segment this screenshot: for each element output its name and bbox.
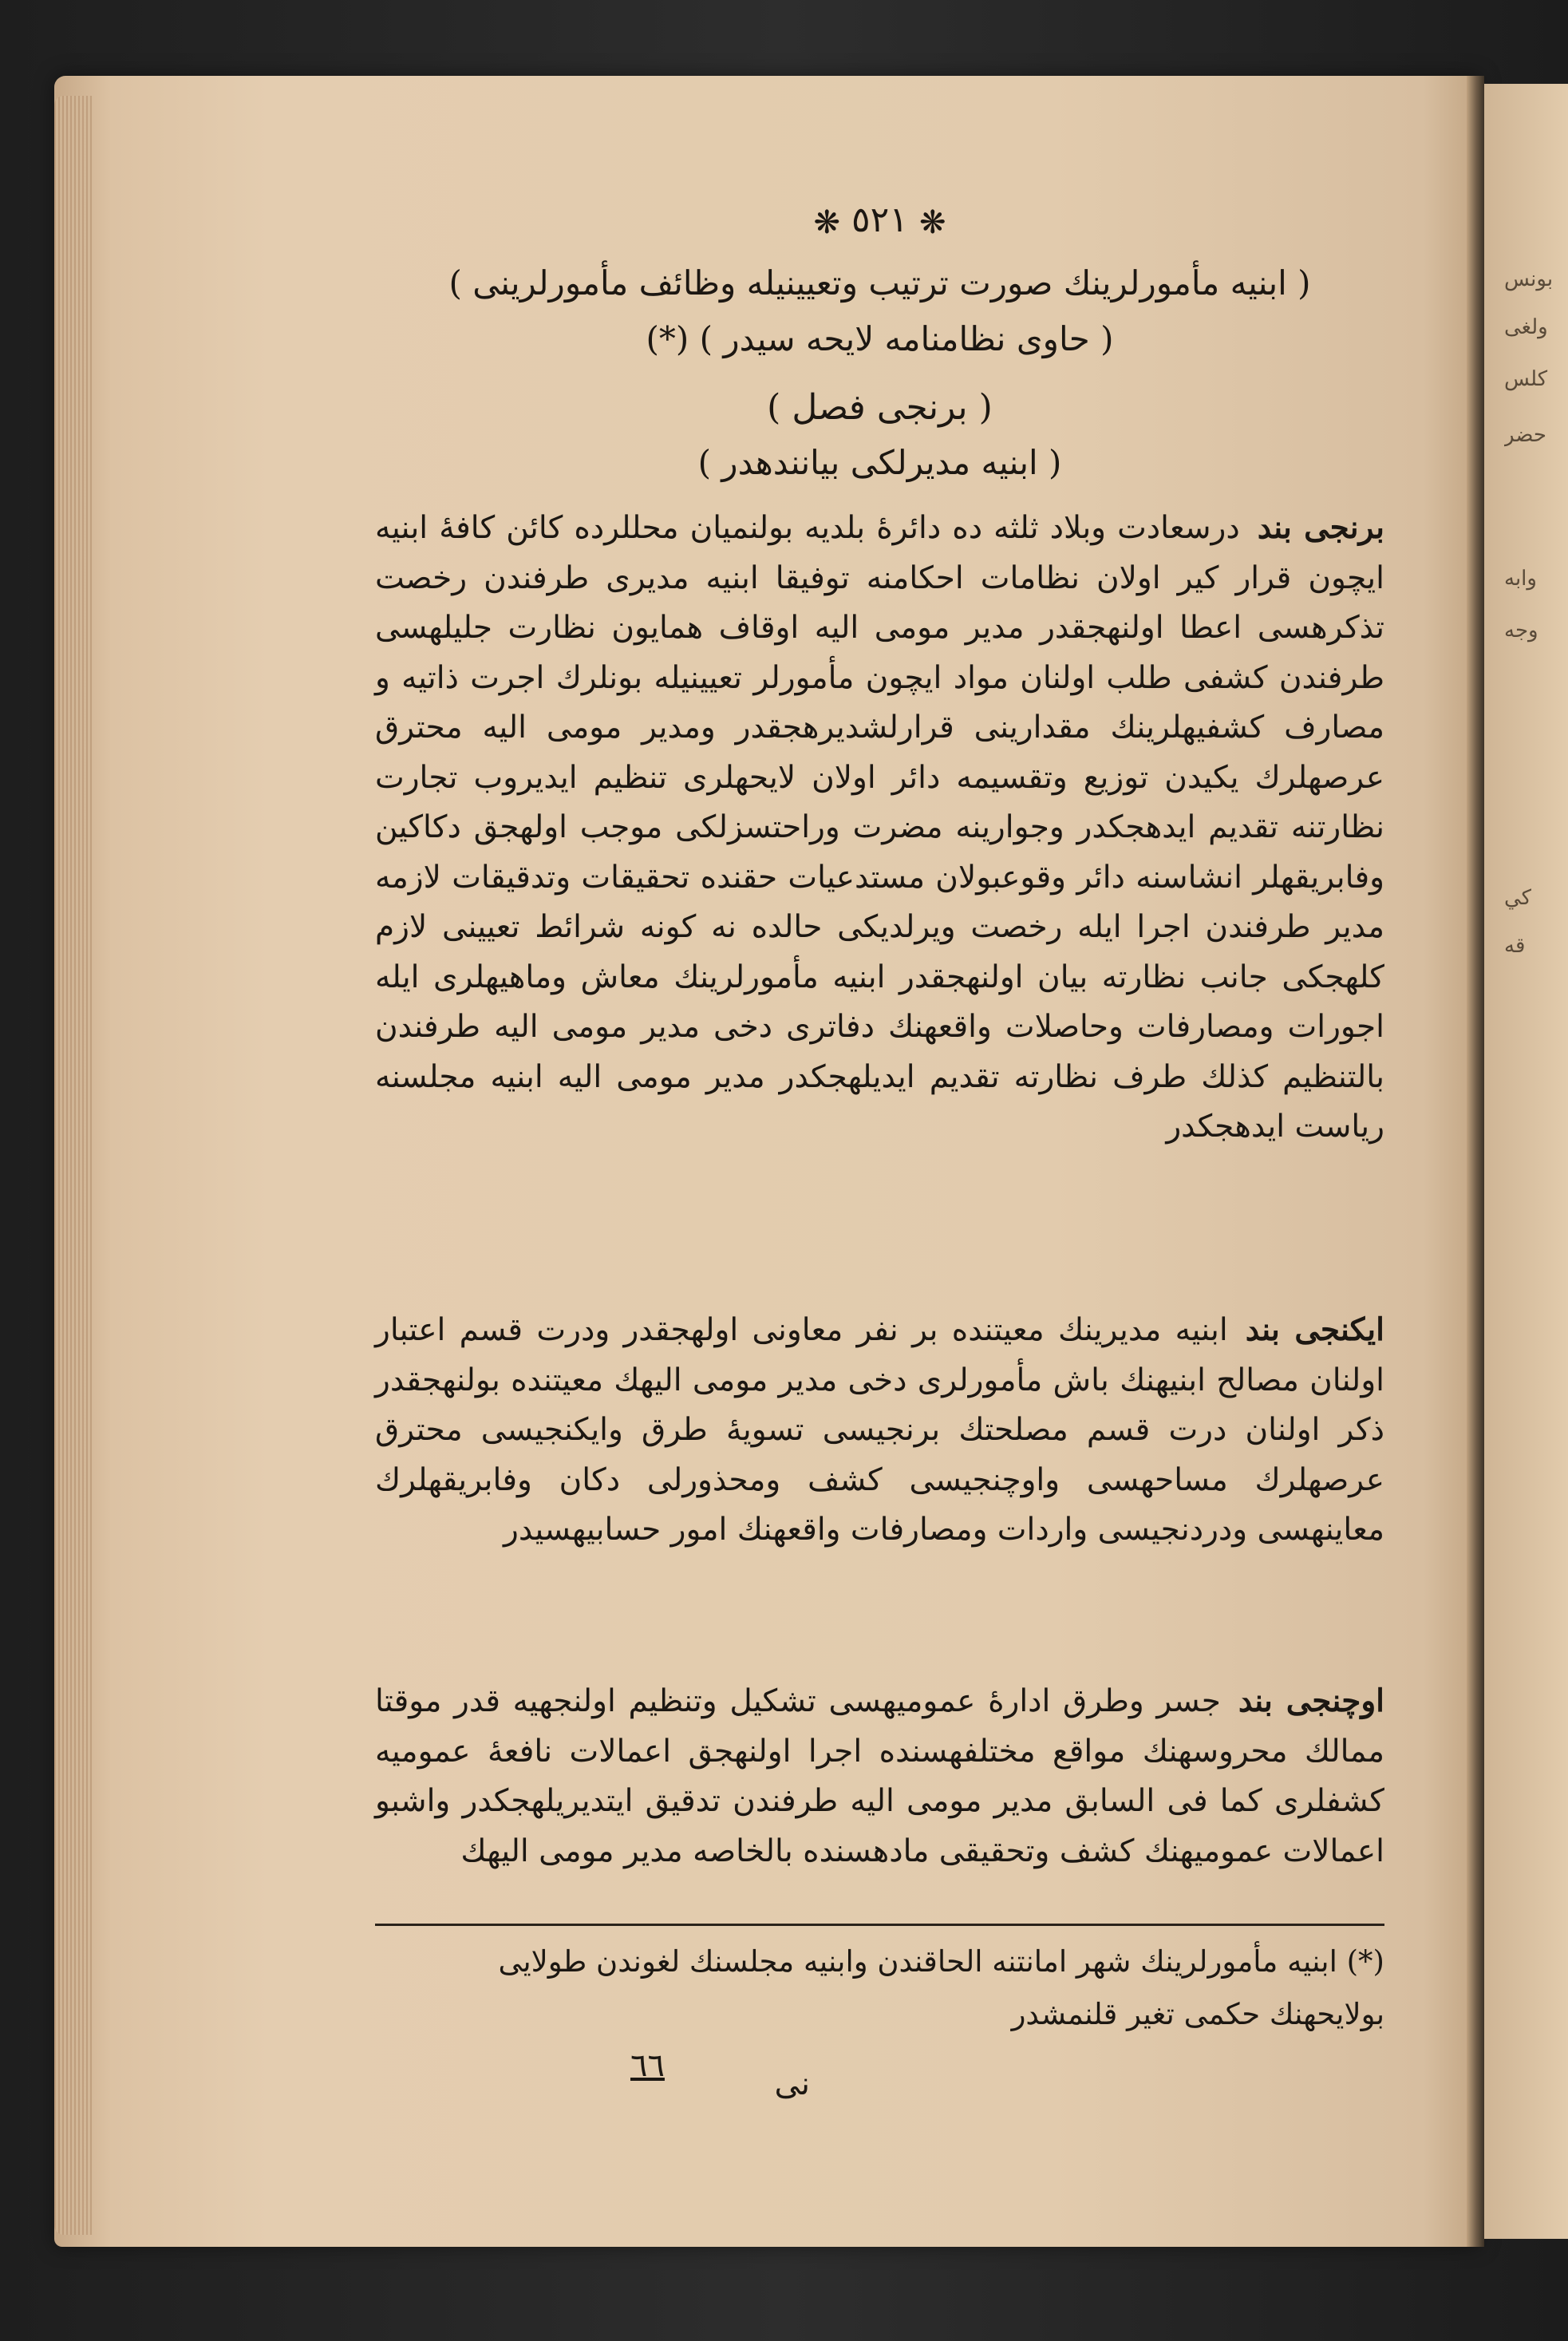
adjacent-page-fragment: قه <box>1504 934 1526 958</box>
ornament-icon: ❋ <box>813 204 841 241</box>
page-header <box>375 200 1384 241</box>
ornament-icon: ❋ <box>918 204 946 241</box>
adjacent-page-fragment: كي <box>1504 886 1532 910</box>
adjacent-page-fragment: كلس <box>1504 367 1548 391</box>
article-text: درسعادت وبلاد ثلثه ده دائرهٔ بلدیه بولنمیان محللرده کائن کافهٔ ابنیه ایچون قرار کیر اولان نظامات احکامنه توفیقا ابنیه مدیری طرفندن رخصت تذکرهسی اعطا اولنهجقدر مدیر مومی الیه اوقاف همایون نظارت جلیلهسی طرفندن کشفی طلب اولنان مواد ایچون مأمورلر تعیینیله بونلرك اجرت ذاتیه و مصارف کشفیهلرینك مقدارینی قرارلشدیرهجقدر ومدیر مومی الیه محترق عرصهلرك یکیدن توزیع وتقسیمه دائر اولان لایحهلری تنظیم ایدیروب تجارت نظارتنه تقدیم ایدهجکدر وجوارینه مضرت وراحتسزلکی موجب اولهجق دکاکین وفابریقهلر انشاسنه دائر وقوعبولان مستدعیات حقنده تحقیقات وتدقیقات لازمه مدیر طرفندن اجرا ایله رخصت ویرلدیکی حالده نه کونه شرائط تعیینی لازم کلهجکی جانب نظارته بیان اولنهجقدر ابنیه مأمورلرینك معاش وماهیهلری ایله اجورات ومصارفات وحاصلات واقعهنك دفاتری دخی مدیر مومی الیه طرفندن بالتنظیم کذلك طرف نظارته تقدیم ایدیلهجکدر مدیر مومی الیه ابنیه مجلسنه ریاست ایدهجکدر <box>375 510 1384 1145</box>
article-text: ابنیه مدیرینك معیتنده بر نفر معاونی اولهجقدر ودرت قسم اعتبار اولنان مصالح ابنیهنك باش مأمورلری دخی مدیر مومی الیهك معیتنده بولنهجقدر ذکر اولنان درت قسم مصلحتك برنجیسی تسویهٔ طرق وایکنجیسی محترق عرصهلرك مساحهسی واوچنجیسی کشف ومحذورلی دکان وفابریقهلرك معاینهسی ودردنجیسی واردات ومصارفات واقعهنك امور حسابیهسیدر <box>375 1312 1384 1548</box>
adjacent-page-fragment: حضر <box>1504 423 1546 447</box>
regulation-subtitle: ( حاوی نظامنامه لایحه سیدر ) (*) <box>646 319 1114 358</box>
footnote-divider <box>375 1924 1384 1926</box>
signature-mark: ٦٦ <box>630 2047 665 2084</box>
section-subtitle: ( ابنیه مدیرلکی بیانندهدر ) <box>697 443 1062 482</box>
adjacent-page-fragment: وجه <box>1504 619 1538 643</box>
adjacent-page-fragment: ولغی <box>1504 315 1548 339</box>
article-2 <box>375 1305 1384 1556</box>
article-text: جسر وطرق ادارهٔ عمومیهسی تشکیل وتنظیم اولنجهیه قدر موقتا ممالك محروسهنك مواقع مختلفهسنده اجرا اولنهجق اعمالات نافعهٔ عمومیه کشفلری کما فی السابق مدیر مومی الیه طرفندن تدقیق ایتدیریلهجکدر واشبو اعمالات عمومیهنك کشف وتحقیقی مادهسنده بالخاصه مدیر مومی الیهك <box>375 1683 1384 1869</box>
section-title: ( برنجی فصل ) <box>767 387 993 428</box>
article-3 <box>375 1676 1384 1876</box>
article-label: ایکنجی بند <box>1245 1311 1384 1348</box>
article-label: برنجی بند <box>1257 509 1384 546</box>
adjacent-page-fragment: بونس <box>1504 267 1554 291</box>
footnote: (*) ابنیه مأمورلرینك شهر امانتنه الحاقندن وابنیه مجلسنك لغوندن طولایی بولایحهنك حکمی تغیر قلنمشدر <box>498 1944 1384 2031</box>
signature-mark: نی <box>774 2066 810 2102</box>
article-label: اوچنجی بند <box>1238 1683 1384 1719</box>
page-number: ٥٢١ <box>851 200 908 240</box>
article-1 <box>375 503 1384 1153</box>
page-stack-edge <box>54 96 93 2235</box>
book-gutter <box>1467 76 1484 2247</box>
adjacent-page-fragment: وابه <box>1504 567 1537 591</box>
regulation-title: ( ابنیه مأمورلرینك صورت ترتیب وتعیینیله وظائف مأمورلرینی ) <box>448 263 1311 303</box>
adjacent-page-strip <box>1484 84 1568 2239</box>
